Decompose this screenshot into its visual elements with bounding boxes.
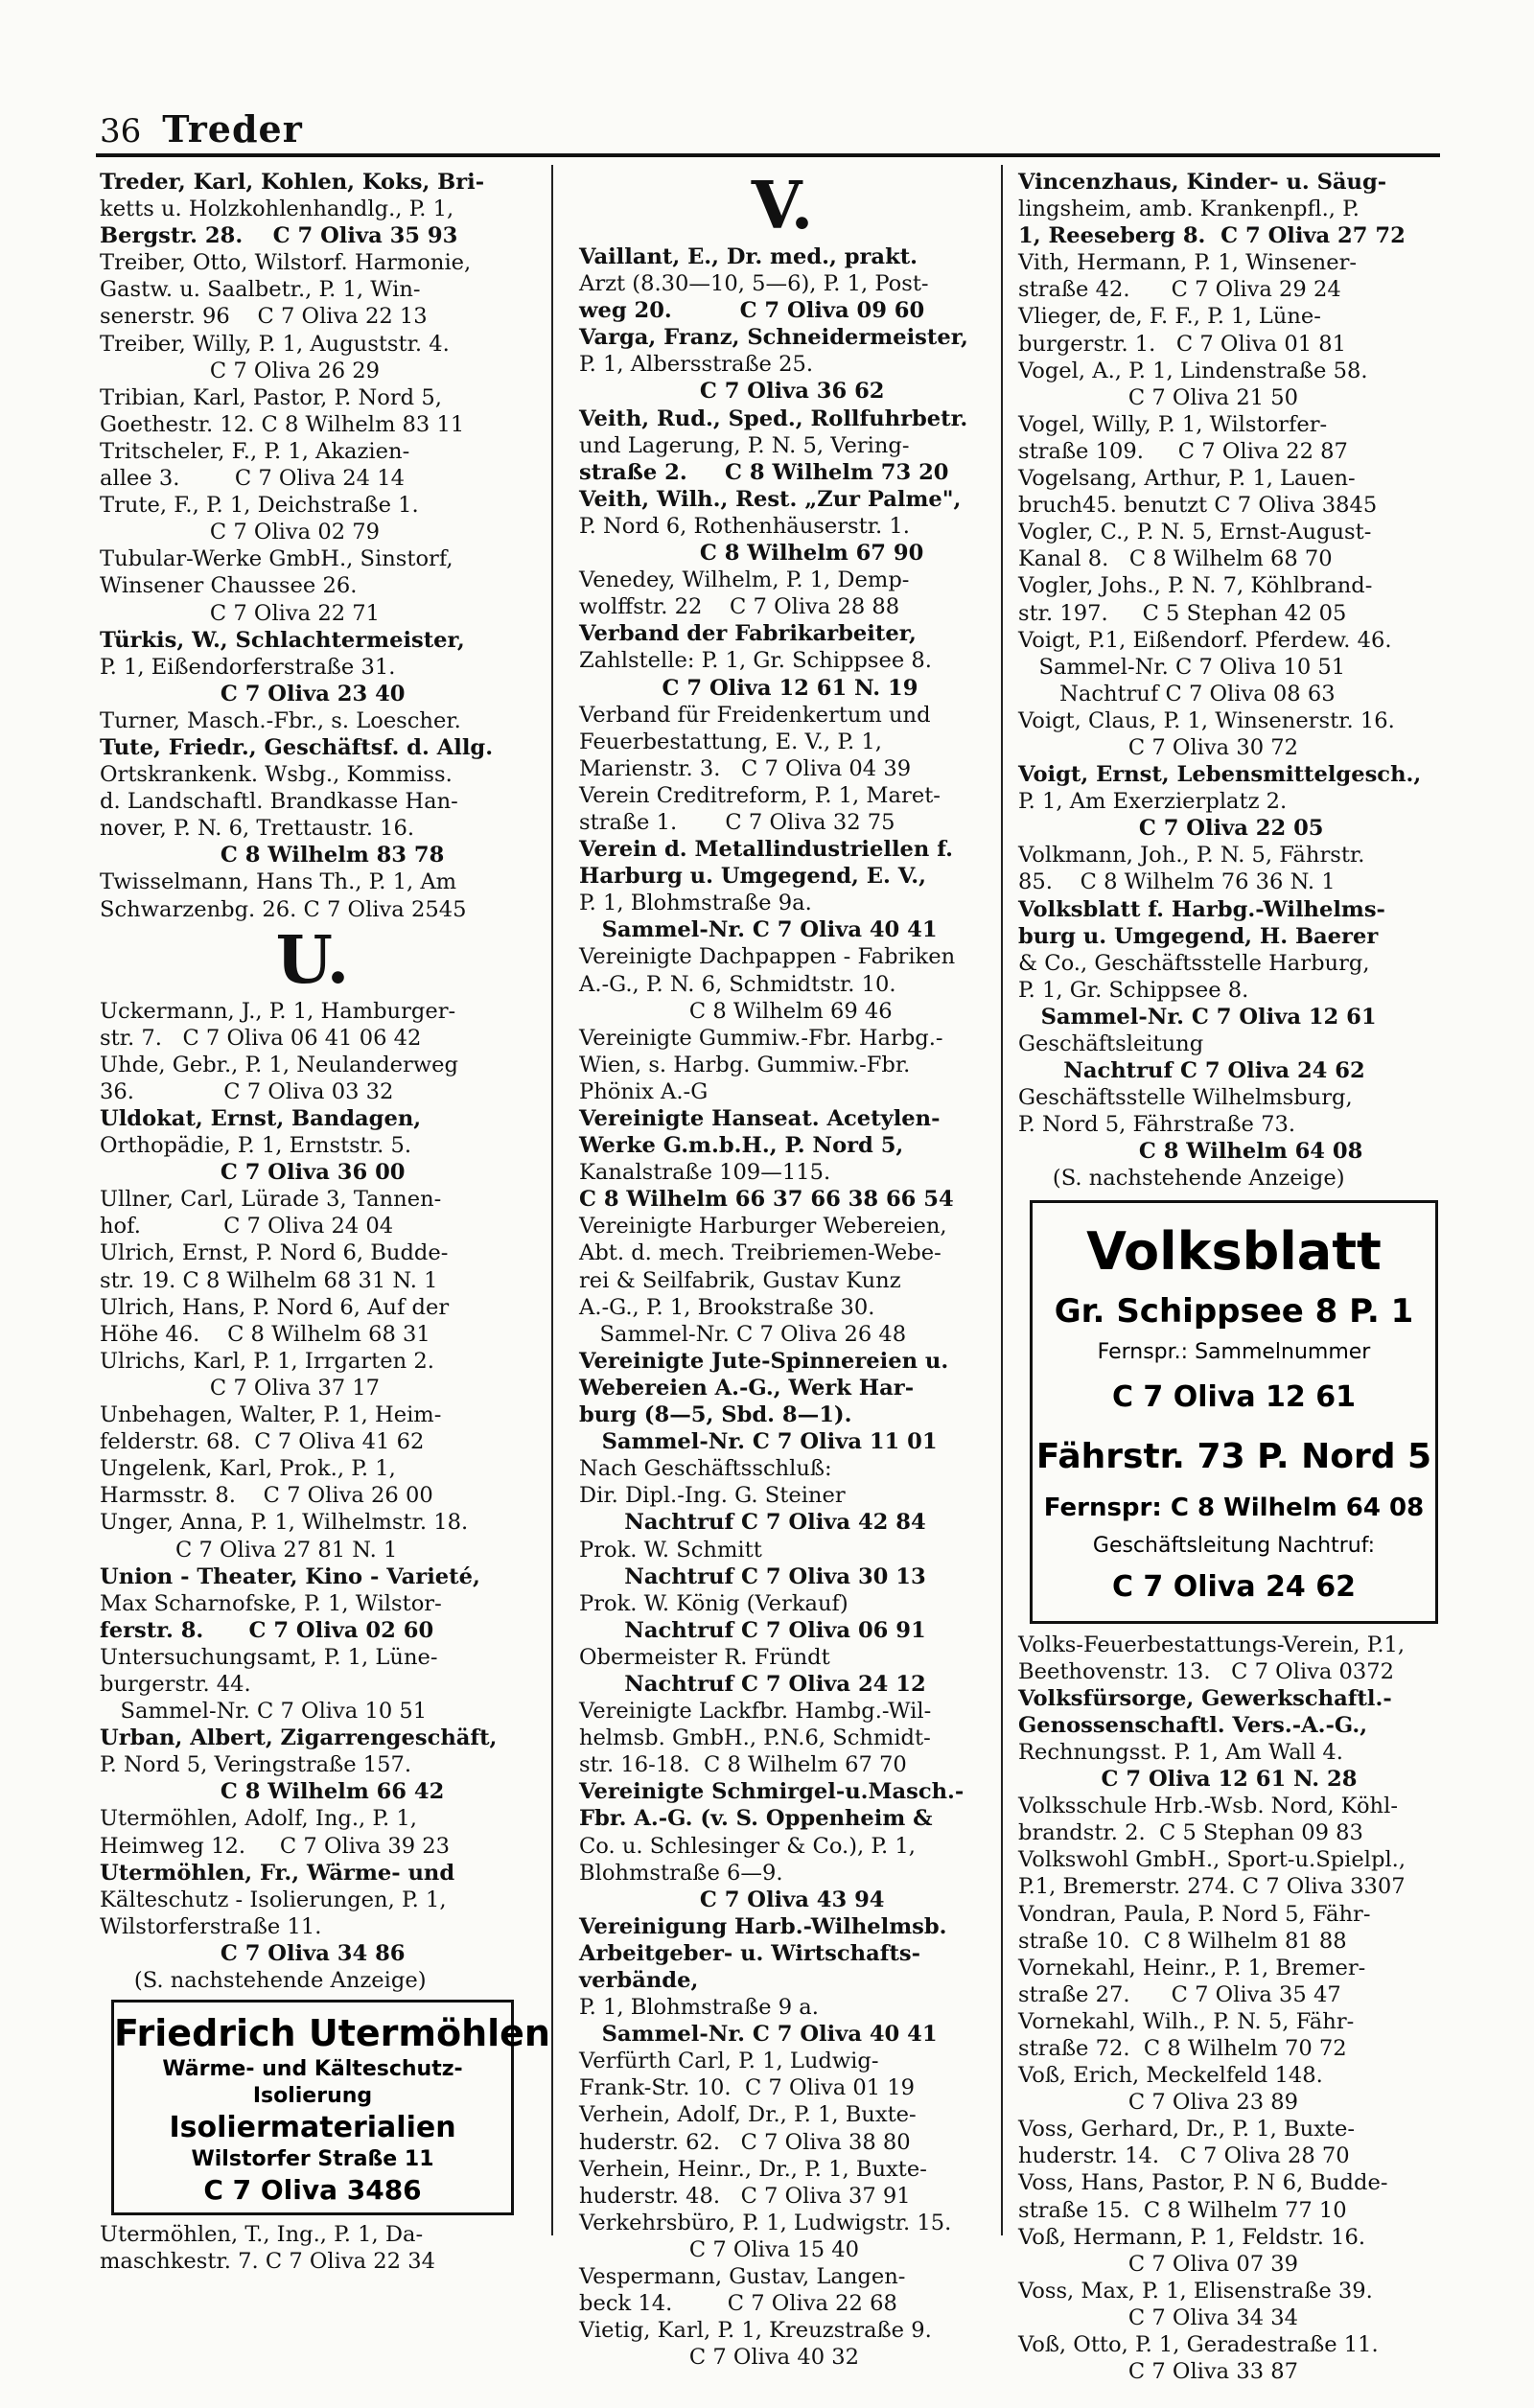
entry-line: Sammel-Nr. C 7 Oliva 11 01 xyxy=(579,1429,938,1455)
entry-line: 1, Reeseberg 8. C 7 Oliva 27 72 xyxy=(1018,223,1406,249)
entry-line: verbände, xyxy=(579,1968,699,1993)
entry-line: Vereinigte Lackfbr. Hambg.-Wil- xyxy=(579,1699,932,1725)
entry-line: Verein Creditreform, P. 1, Maret- xyxy=(579,782,941,808)
entry-line: Utermöhlen, T., Ing., P. 1, Da- xyxy=(100,2222,424,2248)
entry-line: Vondran, Paula, P. Nord 5, Fähr- xyxy=(1018,1901,1371,1927)
ad-line: Geschäftsleitung Nachtruf: xyxy=(1092,1533,1376,1558)
entry-line: Genossenschaftl. Vers.-A.-G., xyxy=(1018,1712,1368,1738)
entry-line: Verfürth Carl, P. 1, Ludwig- xyxy=(579,2049,879,2074)
entry-line: Trute, F., P. 1, Deichstraße 1. xyxy=(100,493,419,519)
entry-line: Venedey, Wilhelm, P. 1, Demp- xyxy=(579,567,910,593)
entry-line: straße 2. C 8 Wilhelm 73 20 xyxy=(579,459,949,485)
entry-line: Uhde, Gebr., P. 1, Neulanderweg xyxy=(100,1052,459,1077)
entry-line: straße 1. C 7 Oliva 32 75 xyxy=(579,809,895,835)
entry-line: Utermöhlen, Fr., Wärme- und xyxy=(100,1860,455,1886)
entry-line: Vereinigte Dachpappen - Fabriken xyxy=(579,944,956,970)
entry-line: Vereinigte Jute-Spinnereien u. xyxy=(579,1348,949,1374)
entry-line: Vincenzhaus, Kinder- u. Säug- xyxy=(1018,170,1387,195)
entry-line: Rechnungsst. P. 1, Am Wall 4. xyxy=(1018,1739,1343,1765)
entry-line: Uldokat, Ernst, Bandagen, xyxy=(100,1106,422,1131)
entry-line: C 7 Oliva 34 34 xyxy=(1018,2304,1299,2330)
entry-line: ketts u. Holzkohlenhandlg., P. 1, xyxy=(100,197,454,222)
entry-line: Varga, Franz, Schneidermeister, xyxy=(579,325,968,351)
entry-line: Geschäftsleitung xyxy=(1018,1031,1204,1056)
entry-line: Nachtruf C 7 Oliva 06 91 xyxy=(579,1617,926,1643)
column-divider xyxy=(551,165,553,2235)
entry-line: C 7 Oliva 26 29 xyxy=(100,358,381,383)
entry-line: straße 15. C 8 Wilhelm 77 10 xyxy=(1018,2197,1347,2223)
entry-line: Tute, Friedr., Geschäftsf. d. Allg. xyxy=(100,734,494,760)
entry-line: bruch45. benutzt C 7 Oliva 3845 xyxy=(1018,493,1378,519)
entry-line: brandstr. 2. C 5 Stephan 09 83 xyxy=(1018,1820,1363,1846)
entry-line: Voigt, Ernst, Lebensmittelgesch., xyxy=(1018,762,1422,788)
entry-line: Harmsstr. 8. C 7 Oliva 26 00 xyxy=(100,1483,433,1509)
entry-line: Volkmann, Joh., P. N. 5, Fährstr. xyxy=(1018,843,1365,868)
entry-line: Veith, Wilh., Rest. „Zur Palme", xyxy=(579,486,962,512)
entry-line: Dir. Dipl.-Ing. G. Steiner xyxy=(579,1483,846,1509)
entry-line: Urban, Albert, Zigarrengeschäft, xyxy=(100,1725,498,1751)
entry-line: Vereinigte Gummiw.-Fbr. Harbg.- xyxy=(579,1025,943,1051)
entry-line: Treiber, Willy, P. 1, Auguststr. 4. xyxy=(100,331,450,357)
ad-line: Isolierung xyxy=(252,2084,373,2109)
entry-line: Vogler, C., P. N. 5, Ernst-August- xyxy=(1018,520,1372,545)
entry-line: senerstr. 96 C 7 Oliva 22 13 xyxy=(100,304,428,330)
entry-line: Uckermann, J., P. 1, Hamburger- xyxy=(100,998,456,1024)
entry-line: Voss, Max, P. 1, Elisenstraße 39. xyxy=(1018,2278,1373,2304)
entry-line: C 7 Oliva 27 81 N. 1 xyxy=(100,1537,398,1563)
entry-line: Ungelenk, Karl, Prok., P. 1, xyxy=(100,1456,396,1482)
advertisement-box xyxy=(1030,1200,1438,1624)
entry-line: C 8 Wilhelm 66 42 xyxy=(100,1779,445,1805)
entry-line: Vereinigte Hanseat. Acetylen- xyxy=(579,1106,941,1131)
entry-line: Verband für Freidenkertum und xyxy=(579,702,931,728)
entry-line: huderstr. 14. C 7 Oliva 28 70 xyxy=(1018,2143,1350,2169)
entry-line: Wien, s. Harbg. Gummiw.-Fbr. xyxy=(579,1052,911,1077)
entry-line: Verhein, Heinr., Dr., P. 1, Buxte- xyxy=(579,2156,927,2182)
running-title: Treder xyxy=(162,107,303,150)
entry-line: P. 1, Eißendorferstraße 31. xyxy=(100,654,396,680)
entry-line: Nachtruf C 7 Oliva 24 62 xyxy=(1018,1058,1365,1084)
entry-line: Gastw. u. Saalbetr., P. 1, Win- xyxy=(100,277,421,303)
entry-line: Winsener Chaussee 26. xyxy=(100,573,358,599)
entry-line: Nachtruf C 7 Oliva 24 12 xyxy=(579,1671,926,1697)
entry-line: Zahlstelle: P. 1, Gr. Schippsee 8. xyxy=(579,648,932,674)
entry-line: Vogel, A., P. 1, Lindenstraße 58. xyxy=(1018,358,1368,383)
entry-line: Tritscheler, F., P. 1, Akazien- xyxy=(100,438,410,464)
entry-line: Prok. W. Schmitt xyxy=(579,1537,762,1563)
entry-line: weg 20. C 7 Oliva 09 60 xyxy=(579,298,925,324)
entry-line: P. 1, Am Exerzierplatz 2. xyxy=(1018,789,1288,815)
entry-line: P.1, Bremerstr. 274. C 7 Oliva 3307 xyxy=(1018,1874,1406,1900)
entry-line: Nachtruf C 7 Oliva 08 63 xyxy=(1018,681,1336,706)
entry-line: C 8 Wilhelm 66 37 66 38 66 54 xyxy=(579,1187,954,1213)
entry-line: straße 72. C 8 Wilhelm 70 72 xyxy=(1018,2035,1347,2061)
entry-line: Voß, Hermann, P. 1, Feldstr. 16. xyxy=(1018,2224,1366,2250)
entry-line: Prok. W. König (Verkauf) xyxy=(579,1590,848,1616)
ad-line: C 7 Oliva 3486 xyxy=(203,2174,422,2207)
entry-line: lingsheim, amb. Krankenpfl., P. xyxy=(1018,197,1360,222)
entry-line: beck 14. C 7 Oliva 22 68 xyxy=(579,2291,897,2317)
entry-line: burgerstr. 44. xyxy=(100,1671,251,1697)
entry-line: felderstr. 68. C 7 Oliva 41 62 xyxy=(100,1429,425,1455)
entry-line: Werke G.m.b.H., P. Nord 5, xyxy=(579,1133,904,1159)
ad-line: Fernspr.: Sammelnummer xyxy=(1097,1339,1371,1364)
entry-line: und Lagerung, P. N. 5, Vering- xyxy=(579,432,910,458)
entry-line: Twisselmann, Hans Th., P. 1, Am xyxy=(100,869,457,895)
entry-line: Arzt (8.30—10, 5—6), P. 1, Post- xyxy=(579,271,929,297)
entry-line: Sammel-Nr. C 7 Oliva 40 41 xyxy=(579,917,938,943)
entry-line: Bergstr. 28. C 7 Oliva 35 93 xyxy=(100,223,458,249)
entry-line: Goethestr. 12. C 8 Wilhelm 83 11 xyxy=(100,411,465,437)
entry-line: Schwarzenbg. 26. C 7 Oliva 2545 xyxy=(100,896,467,922)
ad-line: Fährstr. 73 P. Nord 5 xyxy=(1035,1436,1432,1476)
entry-line: Abt. d. mech. Treibriemen-Webe- xyxy=(579,1240,941,1266)
entry-line: Untersuchungsamt, P. 1, Lüne- xyxy=(100,1644,438,1670)
entry-line: Utermöhlen, Adolf, Ing., P. 1, xyxy=(100,1806,417,1832)
entry-line: Heimweg 12. C 7 Oliva 39 23 xyxy=(100,1833,451,1859)
entry-line: C 7 Oliva 02 79 xyxy=(100,520,381,545)
entry-line: & Co., Geschäftsstelle Harburg, xyxy=(1018,950,1370,976)
entry-line: Voigt, Claus, P. 1, Winsenerstr. 16. xyxy=(1018,707,1395,733)
entry-line: Unbehagen, Walter, P. 1, Heim- xyxy=(100,1402,442,1428)
entry-line: C 8 Wilhelm 67 90 xyxy=(579,541,924,567)
entry-line: straße 42. C 7 Oliva 29 24 xyxy=(1018,277,1341,303)
entry-line: Verhein, Adolf, Dr., P. 1, Buxte- xyxy=(579,2102,917,2128)
entry-line: Geschäftsstelle Wilhelmsburg, xyxy=(1018,1085,1353,1111)
entry-line: C 8 Wilhelm 69 46 xyxy=(579,998,893,1024)
entry-line: Sammel-Nr. C 7 Oliva 26 48 xyxy=(579,1321,907,1347)
entry-line: Vlieger, de, F. F., P. 1, Lüne- xyxy=(1018,304,1321,330)
entry-line: straße 109. C 7 Oliva 22 87 xyxy=(1018,438,1348,464)
entry-line: Sammel-Nr. C 7 Oliva 10 51 xyxy=(1018,654,1346,680)
entry-line: wolffstr. 22 C 7 Oliva 28 88 xyxy=(579,594,900,620)
section-letter: V. xyxy=(751,168,814,244)
entry-line: str. 197. C 5 Stephan 42 05 xyxy=(1018,600,1347,626)
entry-line: 85. C 8 Wilhelm 76 36 N. 1 xyxy=(1018,869,1336,895)
entry-line: Vereinigte Schmirgel-u.Masch.- xyxy=(579,1779,965,1805)
ad-line: Isoliermaterialien xyxy=(169,2111,456,2145)
entry-line: Fbr. A.-G. (v. S. Oppenheim & xyxy=(579,1806,933,1832)
entry-line: Turner, Masch.-Fbr., s. Loescher. xyxy=(100,707,461,733)
entry-line: Verkehrsbüro, P. 1, Ludwigstr. 15. xyxy=(579,2210,952,2235)
entry-line: huderstr. 62. C 7 Oliva 38 80 xyxy=(579,2129,911,2155)
entry-line: Nachtruf C 7 Oliva 42 84 xyxy=(579,1510,926,1536)
entry-line: Feuerbestattung, E. V., P. 1, xyxy=(579,729,882,754)
entry-line: Ullner, Carl, Lürade 3, Tannen- xyxy=(100,1187,442,1213)
entry-line: P. Nord 5, Fährstraße 73. xyxy=(1018,1112,1296,1138)
entry-line: str. 7. C 7 Oliva 06 41 06 42 xyxy=(100,1025,422,1051)
entry-line: Blohmstraße 6—9. xyxy=(579,1860,783,1886)
entry-line: burgerstr. 1. C 7 Oliva 01 81 xyxy=(1018,331,1347,357)
entry-line: Vaillant, E., Dr. med., prakt. xyxy=(579,244,918,269)
entry-line: C 7 Oliva 43 94 xyxy=(579,1887,885,1912)
entry-line: Verein d. Metallindustriellen f. xyxy=(579,837,954,863)
entry-line: C 7 Oliva 30 72 xyxy=(1018,734,1299,760)
entry-line: A.-G., P. 1, Brookstraße 30. xyxy=(579,1294,875,1320)
entry-line: Volksschule Hrb.-Wsb. Nord, Köhl- xyxy=(1018,1794,1398,1819)
entry-line: Vereinigung Harb.-Wilhelmsb. xyxy=(579,1913,947,1939)
entry-line: C 7 Oliva 22 05 xyxy=(1018,816,1324,842)
entry-line: Ulrich, Hans, P. Nord 6, Auf der xyxy=(100,1294,450,1320)
ad-line: Volksblatt xyxy=(1086,1220,1382,1282)
entry-line: C 7 Oliva 21 50 xyxy=(1018,384,1299,410)
entry-line: straße 10. C 8 Wilhelm 81 88 xyxy=(1018,1928,1347,1954)
entry-line: Ulrich, Ernst, P. Nord 6, Budde- xyxy=(100,1240,449,1266)
entry-line: Orthopädie, P. 1, Ernststr. 5. xyxy=(100,1133,412,1159)
entry-line: helmsb. GmbH., P.N.6, Schmidt- xyxy=(579,1725,931,1751)
entry-line: Marienstr. 3. C 7 Oliva 04 39 xyxy=(579,755,912,781)
ad-line: Wilstorfer Straße 11 xyxy=(191,2147,434,2172)
entry-line: (S. nachstehende Anzeige) xyxy=(1018,1166,1345,1192)
entry-line: ferstr. 8. C 7 Oliva 02 60 xyxy=(100,1617,434,1643)
entry-line: Kanalstraße 109—115. xyxy=(579,1160,831,1186)
entry-line: Vogelsang, Arthur, P. 1, Lauen- xyxy=(1018,466,1356,492)
advertisement-box xyxy=(111,2000,550,2215)
entry-line: Verband der Fabrikarbeiter, xyxy=(579,621,917,647)
entry-line: Sammel-Nr. C 7 Oliva 40 41 xyxy=(579,2022,938,2048)
entry-line: C 8 Wilhelm 83 78 xyxy=(100,843,445,868)
entry-line: Voss, Gerhard, Dr., P. 1, Buxte- xyxy=(1018,2117,1355,2142)
entry-line: huderstr. 48. C 7 Oliva 37 91 xyxy=(579,2183,911,2209)
entry-line: C 7 Oliva 36 62 xyxy=(579,379,885,405)
entry-line: C 7 Oliva 37 17 xyxy=(100,1375,381,1401)
entry-line: Volksblatt f. Harbg.-Wilhelms- xyxy=(1018,896,1385,922)
ad-line: Fernspr: C 8 Wilhelm 64 08 xyxy=(1043,1493,1425,1522)
entry-line: Tribian, Karl, Pastor, P. Nord 5, xyxy=(100,384,442,410)
entry-line: Voigt, P.1, Eißendorf. Pferdew. 46. xyxy=(1018,627,1392,653)
entry-line: Sammel-Nr. C 7 Oliva 12 61 xyxy=(1018,1004,1377,1030)
entry-line: Voß, Erich, Meckelfeld 148. xyxy=(1018,2063,1323,2089)
entry-line: hof. C 7 Oliva 24 04 xyxy=(100,1214,394,1239)
entry-line: Vespermann, Gustav, Langen- xyxy=(579,2264,906,2290)
entry-line: C 7 Oliva 15 40 xyxy=(579,2236,860,2262)
entry-line: C 7 Oliva 34 86 xyxy=(100,1940,406,1966)
entry-line: Harburg u. Umgegend, E. V., xyxy=(579,864,927,890)
entry-line: A.-G., P. N. 6, Schmidtstr. 10. xyxy=(579,971,896,997)
entry-line: C 7 Oliva 07 39 xyxy=(1018,2251,1299,2277)
ad-line: Wärme- und Kälteschutz- xyxy=(162,2057,463,2082)
ad-line: Friedrich Utermöhlen xyxy=(114,2012,550,2055)
entry-line: Phönix A.-G xyxy=(579,1078,709,1104)
entry-line: Volksfürsorge, Gewerkschaftl.- xyxy=(1018,1685,1392,1711)
entry-line: Türkis, W., Schlachtermeister, xyxy=(100,627,465,653)
entry-line: Ortskrankenk. Wsbg., Kommiss. xyxy=(100,762,453,788)
entry-line: Treder, Karl, Kohlen, Koks, Bri- xyxy=(100,170,485,195)
ad-line: C 7 Oliva 24 62 xyxy=(1111,1569,1357,1604)
ad-line: C 7 Oliva 12 61 xyxy=(1111,1379,1357,1414)
entry-line: P. 1, Blohmstraße 9 a. xyxy=(579,1995,819,2021)
entry-line: Vereinigte Harburger Webereien, xyxy=(579,1214,947,1239)
ad-line: Gr. Schippsee 8 P. 1 xyxy=(1054,1291,1414,1331)
column-2 xyxy=(579,169,986,2371)
entry-line: C 7 Oliva 22 71 xyxy=(100,600,381,626)
entry-line: str. 19. C 8 Wilhelm 68 31 N. 1 xyxy=(100,1267,438,1293)
entry-line: P. 1, Albersstraße 25. xyxy=(579,352,814,378)
entry-line: Veith, Rud., Sped., Rollfuhrbetr. xyxy=(579,405,968,431)
entry-line: Treiber, Otto, Wilstorf. Harmonie, xyxy=(100,250,472,276)
entry-line: Kälteschutz - Isolierungen, P. 1, xyxy=(100,1887,447,1912)
entry-line: Vietig, Karl, P. 1, Kreuzstraße 9. xyxy=(579,2318,932,2344)
entry-line: Beethovenstr. 13. C 7 Oliva 0372 xyxy=(1018,1658,1395,1684)
entry-line: Vornekahl, Heinr., P. 1, Bremer- xyxy=(1018,1955,1366,1980)
entry-line: Voß, Otto, P. 1, Geradestraße 11. xyxy=(1018,2332,1379,2357)
column-divider xyxy=(1001,165,1003,2235)
entry-line: Unger, Anna, P. 1, Wilhelmstr. 18. xyxy=(100,1510,469,1536)
entry-line: Max Scharnofske, P. 1, Wilstor- xyxy=(100,1590,442,1616)
entry-line: Nach Geschäftsschluß: xyxy=(579,1456,832,1482)
entry-line: C 7 Oliva 23 89 xyxy=(1018,2090,1299,2116)
entry-line: Höhe 46. C 8 Wilhelm 68 31 xyxy=(100,1321,430,1347)
running-header xyxy=(100,107,303,150)
entry-line: P. Nord 6, Rothenhäuserstr. 1. xyxy=(579,513,910,539)
entry-line: C 7 Oliva 36 00 xyxy=(100,1160,406,1186)
entry-line: 36. C 7 Oliva 03 32 xyxy=(100,1078,394,1104)
entry-line: Webereien A.-G., Werk Har- xyxy=(579,1375,915,1401)
page-number: 36 xyxy=(100,112,142,150)
entry-line: burg u. Umgegend, H. Baerer xyxy=(1018,923,1379,949)
header-rule xyxy=(96,153,1440,157)
entry-line: Ulrichs, Karl, P. 1, Irrgarten 2. xyxy=(100,1348,434,1374)
entry-line: C 7 Oliva 40 32 xyxy=(579,2345,860,2371)
entry-line: C 7 Oliva 33 87 xyxy=(1018,2359,1299,2385)
column-1 xyxy=(100,169,550,2275)
entry-line: P. Nord 5, Veringstraße 157. xyxy=(100,1752,412,1778)
entry-line: Arbeitgeber- u. Wirtschafts- xyxy=(579,1940,920,1966)
entry-line: Co. u. Schlesinger & Co.), P. 1, xyxy=(579,1833,916,1859)
entry-line: burg (8—5, Sbd. 8—1). xyxy=(579,1402,852,1428)
entry-line: Tubular-Werke GmbH., Sinstorf, xyxy=(100,546,453,572)
entry-line: P. 1, Blohmstraße 9a. xyxy=(579,891,812,916)
entry-line: maschkestr. 7. C 7 Oliva 22 34 xyxy=(100,2249,435,2275)
entry-line: Union - Theater, Kino - Varieté, xyxy=(100,1563,480,1589)
entry-line: nover, P. N. 6, Trettaustr. 16. xyxy=(100,816,415,842)
entry-line: Vogel, Willy, P. 1, Wilstorfer- xyxy=(1018,411,1328,437)
entry-line: Wilstorferstraße 11. xyxy=(100,1913,322,1939)
entry-line: Vith, Hermann, P. 1, Winsener- xyxy=(1018,250,1358,276)
entry-line: straße 27. C 7 Oliva 35 47 xyxy=(1018,1981,1341,2007)
entry-line: d. Landschaftl. Brandkasse Han- xyxy=(100,789,458,815)
section-letter: U. xyxy=(275,921,350,999)
entry-line: Vogler, Johs., P. N. 7, Köhlbrand- xyxy=(1018,573,1373,599)
entry-line: C 7 Oliva 12 61 N. 28 xyxy=(1018,1767,1358,1793)
entry-line: rei & Seilfabrik, Gustav Kunz xyxy=(579,1267,901,1293)
entry-line: Volks-Feuerbestattungs-Verein, P.1, xyxy=(1018,1632,1406,1657)
entry-line: allee 3. C 7 Oliva 24 14 xyxy=(100,466,405,492)
entry-line: Kanal 8. C 8 Wilhelm 68 70 xyxy=(1018,546,1333,572)
entry-line: Frank-Str. 10. C 7 Oliva 01 19 xyxy=(579,2075,916,2101)
entry-line: Volkswohl GmbH., Sport-u.Spielpl., xyxy=(1018,1847,1406,1873)
entry-line: Vornekahl, Wilh., P. N. 5, Fähr- xyxy=(1018,2008,1355,2034)
entry-line: Obermeister R. Fründt xyxy=(579,1644,830,1670)
entry-line: C 7 Oliva 12 61 N. 19 xyxy=(579,675,918,701)
entry-line: Sammel-Nr. C 7 Oliva 10 51 xyxy=(100,1699,428,1725)
entry-line: str. 16-18. C 8 Wilhelm 67 70 xyxy=(579,1752,907,1778)
entry-line: Voss, Hans, Pastor, P. N 6, Budde- xyxy=(1018,2170,1388,2196)
entry-line: P. 1, Gr. Schippsee 8. xyxy=(1018,977,1249,1003)
entry-line: C 7 Oliva 23 40 xyxy=(100,681,406,706)
entry-line: (S. nachstehende Anzeige) xyxy=(100,1968,427,1993)
entry-line: C 8 Wilhelm 64 08 xyxy=(1018,1139,1363,1165)
column-3 xyxy=(1018,169,1442,2385)
entry-line: Nachtruf C 7 Oliva 30 13 xyxy=(579,1563,926,1589)
